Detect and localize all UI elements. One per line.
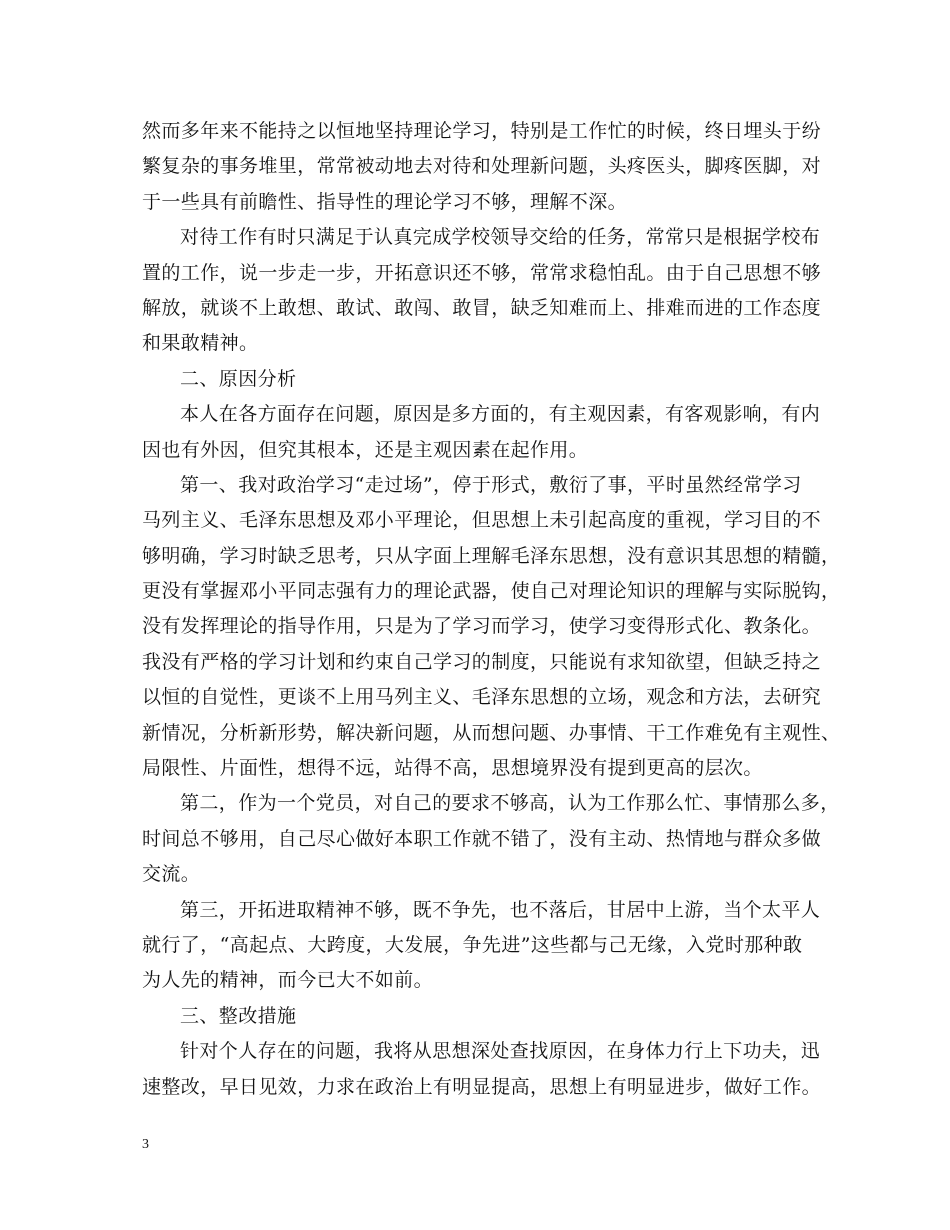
text-line: 马列主义、毛泽东思想及邓小平理论，但思想上未引起高度的重视，学习目的不 (142, 509, 822, 532)
text-line: 更没有掌握邓小平同志强有力的理论武器，使自己对理论知识的理解与实际脱钩， (142, 580, 841, 603)
paragraph-start-line: 第三，开拓进取精神不够，既不争先，也不落后，甘居中上游，当个太平人 (180, 898, 821, 921)
text-line: 繁复杂的事务堆里，常常被动地去对待和处理新问题，头疼医头，脚疼医脚，对 (142, 155, 822, 178)
paragraph-start-line: 第二，作为一个党员，对自己的要求不够高，认为工作那么忙、事情那么多， (180, 792, 840, 815)
text-line: 解放，就谈不上敢想、敢试、敢闯、敢冒，缺乏知难而上、排难而进的工作态度 (142, 296, 822, 319)
text-line: 置的工作，说一步走一步，开拓意识还不够，常常求稳怕乱。由于自己思想不够 (142, 261, 822, 284)
page-number: 3 (142, 1137, 149, 1152)
paragraph-start-line: 第一、我对政治学习“走过场”，停于形式，敷衍了事，平时虽然经常学习 (180, 473, 802, 496)
section-heading-rectification: 三、整改措施 (180, 1004, 297, 1027)
paragraph-start-line: 对待工作有时只满足于认真完成学校领导交给的任务，常常只是根据学校布 (180, 226, 821, 249)
text-line: 够明确，学习时缺乏思考，只从字面上理解毛泽东思想，没有意识其思想的精髓， (142, 544, 841, 567)
paragraph-start-line: 针对个人存在的问题，我将从思想深处查找原因，在身体力行上下功夫，迅 (180, 1040, 821, 1063)
paragraph-start-line: 本人在各方面存在问题，原因是多方面的，有主观因素，有客观影响，有内 (180, 403, 821, 426)
text-line: 时间总不够用，自己尽心做好本职工作就不错了，没有主动、热情地与群众多做 (142, 827, 822, 850)
section-heading-cause-analysis: 二、原因分析 (180, 367, 297, 390)
text-line: 没有发挥理论的指导作用，只是为了学习而学习，使学习变得形式化、教条化。 (142, 615, 822, 638)
text-line: 和果敢精神。 (142, 332, 259, 355)
text-line: 我没有严格的学习计划和约束自己学习的制度，只能说有求知欲望，但缺乏持之 (142, 650, 822, 673)
text-line: 交流。 (142, 863, 201, 886)
text-line: 以恒的自觉性，更谈不上用马列主义、毛泽东思想的立场，观念和方法，去研究 (142, 686, 822, 709)
text-line: 于一些具有前瞻性、指导性的理论学习不够，理解不深。 (142, 190, 628, 213)
document-body (142, 114, 841, 1105)
text-line: 新情况，分析新形势，解决新问题，从而想问题、办事情、干工作难免有主观性、 (142, 721, 841, 744)
text-line: 然而多年来不能持之以恒地坚持理论学习，特别是工作忙的时候，终日埋头于纷 (142, 120, 822, 142)
text-line: 为人先的精神，而今已大不如前。 (142, 969, 434, 992)
text-line: 局限性、片面性，想得不远，站得不高，思想境界没有提到更高的层次。 (142, 757, 763, 780)
text-line: 因也有外因，但究其根本，还是主观因素在起作用。 (142, 438, 589, 461)
text-line: 就行了，“高起点、大跨度，大发展，争先进”这些都与己无缘，入党时那种敢 (142, 933, 803, 956)
text-line: 速整改，早日见效，力求在政治上有明显提高，思想上有明显进步，做好工作。 (142, 1075, 822, 1098)
